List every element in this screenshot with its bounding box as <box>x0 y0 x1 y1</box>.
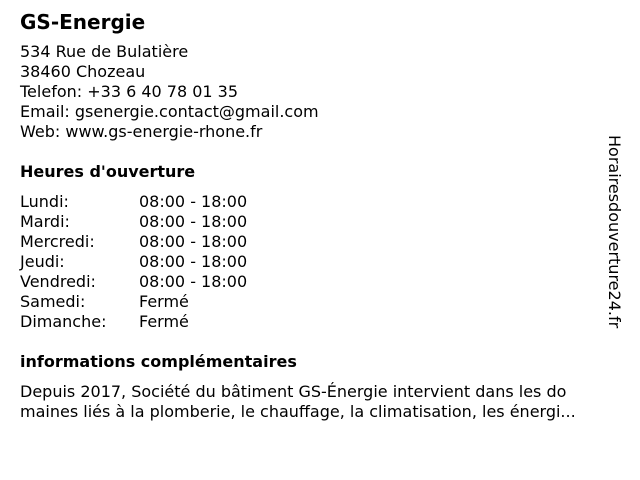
hours-day: Lundi: <box>20 192 69 211</box>
hours-row-saturday <box>20 292 600 312</box>
hours-row-tuesday <box>20 212 600 232</box>
hours-day: Jeudi: <box>20 252 65 271</box>
additional-info-heading: informations complémentaires <box>20 352 297 371</box>
phone-line: Telefon: +33 6 40 78 01 35 <box>20 82 239 101</box>
hours-row-sunday <box>20 312 600 332</box>
hours-time: Fermé <box>139 292 189 311</box>
additional-info-line: maines liés à la plomberie, le chauffage, la climatisation, les énergi... <box>20 402 576 421</box>
opening-hours-table <box>20 192 600 332</box>
hours-day: Mardi: <box>20 212 70 231</box>
site-watermark: Horairesdouverture24.fr <box>605 135 624 329</box>
business-card <box>20 10 600 422</box>
email-line: Email: gsenergie.contact@gmail.com <box>20 102 319 121</box>
address-city: 38460 Chozeau <box>20 62 146 81</box>
hours-row-thursday <box>20 252 600 272</box>
hours-day: Dimanche: <box>20 312 107 331</box>
hours-time: 08:00 - 18:00 <box>139 252 248 271</box>
hours-row-wednesday <box>20 232 600 252</box>
web-line: Web: www.gs-energie-rhone.fr <box>20 122 263 141</box>
business-name: GS-Energie <box>20 10 146 34</box>
hours-time: 08:00 - 18:00 <box>139 272 248 291</box>
address-street: 534 Rue de Bulatière <box>20 42 189 61</box>
hours-time: 08:00 - 18:00 <box>139 232 248 251</box>
opening-hours-heading: Heures d'ouverture <box>20 162 196 181</box>
hours-day: Vendredi: <box>20 272 96 291</box>
hours-time: Fermé <box>139 312 189 331</box>
additional-info-line: Depuis 2017, Société du bâtiment GS-Énergie intervient dans les do <box>20 382 567 401</box>
hours-row-friday <box>20 272 600 292</box>
hours-day: Mercredi: <box>20 232 95 251</box>
hours-time: 08:00 - 18:00 <box>139 192 248 211</box>
hours-day: Samedi: <box>20 292 86 311</box>
additional-info-text <box>20 382 628 422</box>
hours-time: 08:00 - 18:00 <box>139 212 248 231</box>
hours-row-monday <box>20 192 600 212</box>
